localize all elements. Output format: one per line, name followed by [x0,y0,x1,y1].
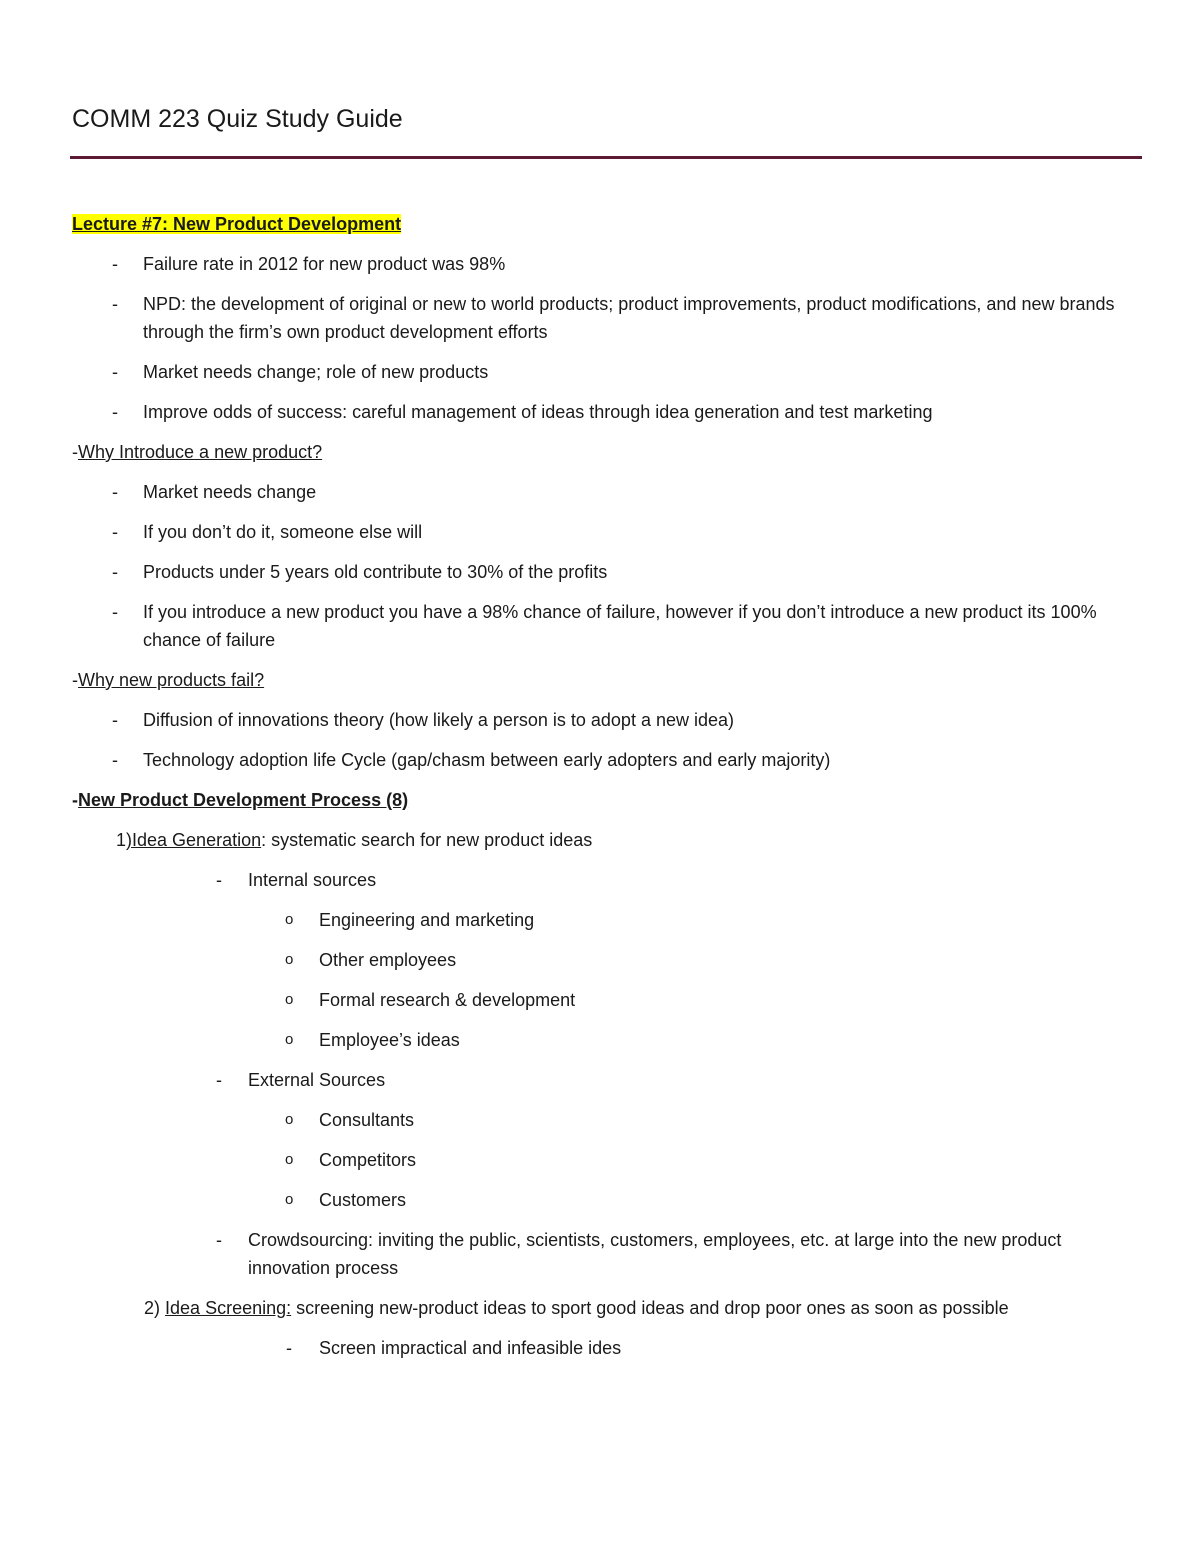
list-item-text: Consultants [319,1110,415,1130]
circle-marker: o [285,1191,294,1208]
dash-marker: - [112,482,118,502]
dash-marker: - [216,870,222,890]
list-item [72,1066,1147,1094]
list-item-text: Market needs change; role of new products [143,362,489,382]
dash-marker: - [216,1070,222,1090]
list-item-text: Technology adoption life Cycle (gap/chasm between early adopters and early majority) [143,750,831,770]
list-item-text: Failure rate in 2012 for new product was 98% [143,254,506,274]
list-item [72,1226,1147,1282]
step-number: 1 [116,830,127,850]
section-heading-why-introduce [72,438,1147,466]
circle-marker: o [285,991,294,1008]
list-item-text: Customers [319,1190,407,1210]
dash-marker: - [112,522,118,542]
list-item-text: Engineering and marketing [319,910,535,930]
dash-marker: - [112,402,118,422]
list-item-text: Screen impractical and infeasible ides [319,1338,622,1358]
dash-marker: - [112,602,118,622]
heading-text: New Product Development Process (8) [78,790,409,810]
section-heading-why-fail [72,666,1147,694]
lecture-heading: Lecture #7: New Product Development [72,214,402,234]
dash-marker: - [112,750,118,770]
circle-marker: o [285,1111,294,1128]
lecture-heading-line [72,210,1147,238]
dash-marker: - [112,254,118,274]
list-item-text: If you introduce a new product you have a 98% chance of failure, however if you don’t introduce a new product its 100% chance of failure [143,602,1097,650]
section-heading-npd-process [72,786,1147,814]
list-item [72,518,1147,546]
document-body [72,210,1147,1374]
list-item [72,558,1147,586]
list-item [72,746,1147,774]
step-description: screening new-product ideas to sport good ideas and drop poor ones as soon as possible [291,1298,1009,1318]
step-description: : systematic search for new product ideas [261,830,593,850]
list-item-text: Improve odds of success: careful management of ideas through idea generation and test marketing [143,402,933,422]
dash-marker: - [112,294,118,314]
list-item-text: Products under 5 years old contribute to 30% of the profits [143,562,608,582]
dash-marker: - [286,1338,292,1358]
dash-marker: - [216,1230,222,1250]
list-item [72,986,1147,1014]
list-item [72,1186,1147,1214]
list-item [72,290,1147,346]
heading-prefix: - [72,442,78,462]
list-item [72,1146,1147,1174]
list-item [72,1334,1147,1362]
circle-marker: o [285,951,294,968]
list-item [72,478,1147,506]
step-name: Idea Screening: [165,1298,292,1318]
heading-text: Why Introduce a new product? [78,442,323,462]
dash-marker: - [112,362,118,382]
step-name: Idea Generation [132,830,262,850]
list-item-text: Formal research & development [319,990,576,1010]
circle-marker: o [285,1031,294,1048]
list-item [72,250,1147,278]
list-item [72,1106,1147,1134]
dash-marker: - [112,710,118,730]
list-item-text: Internal sources [248,870,377,890]
list-item-text: Employee’s ideas [319,1030,460,1050]
circle-marker: o [285,911,294,928]
step-idea-generation [72,826,1147,854]
list-item-text: Other employees [319,950,457,970]
list-item-text: External Sources [248,1070,386,1090]
list-item [72,598,1147,654]
list-item-text: NPD: the development of original or new to world products; product improvements, product modifications, and new brands through the firm’s own product development efforts [143,294,1115,342]
list-item-text: Diffusion of innovations theory (how likely a person is to adopt a new idea) [143,710,735,730]
list-item-text: If you don’t do it, someone else will [143,522,423,542]
step-number: 2) [144,1298,161,1318]
step-paren: ) [126,830,133,850]
list-item [72,358,1147,386]
circle-marker: o [285,1151,294,1168]
list-item [72,1026,1147,1054]
list-item-text: Crowdsourcing: inviting the public, scientists, customers, employees, etc. at large into the new product innovation process [248,1230,1062,1278]
list-item-text: Competitors [319,1150,417,1170]
heading-prefix: - [72,670,78,690]
document-title: COMM 223 Quiz Study Guide [72,105,403,133]
dash-marker: - [112,562,118,582]
list-item [72,906,1147,934]
heading-prefix: - [72,790,78,810]
list-item [72,866,1147,894]
list-item [72,946,1147,974]
title-divider [70,156,1142,159]
list-item [72,706,1147,734]
list-item [72,398,1147,426]
list-item-text: Market needs change [143,482,317,502]
heading-text: Why new products fail? [78,670,265,690]
step-idea-screening [72,1294,1147,1322]
